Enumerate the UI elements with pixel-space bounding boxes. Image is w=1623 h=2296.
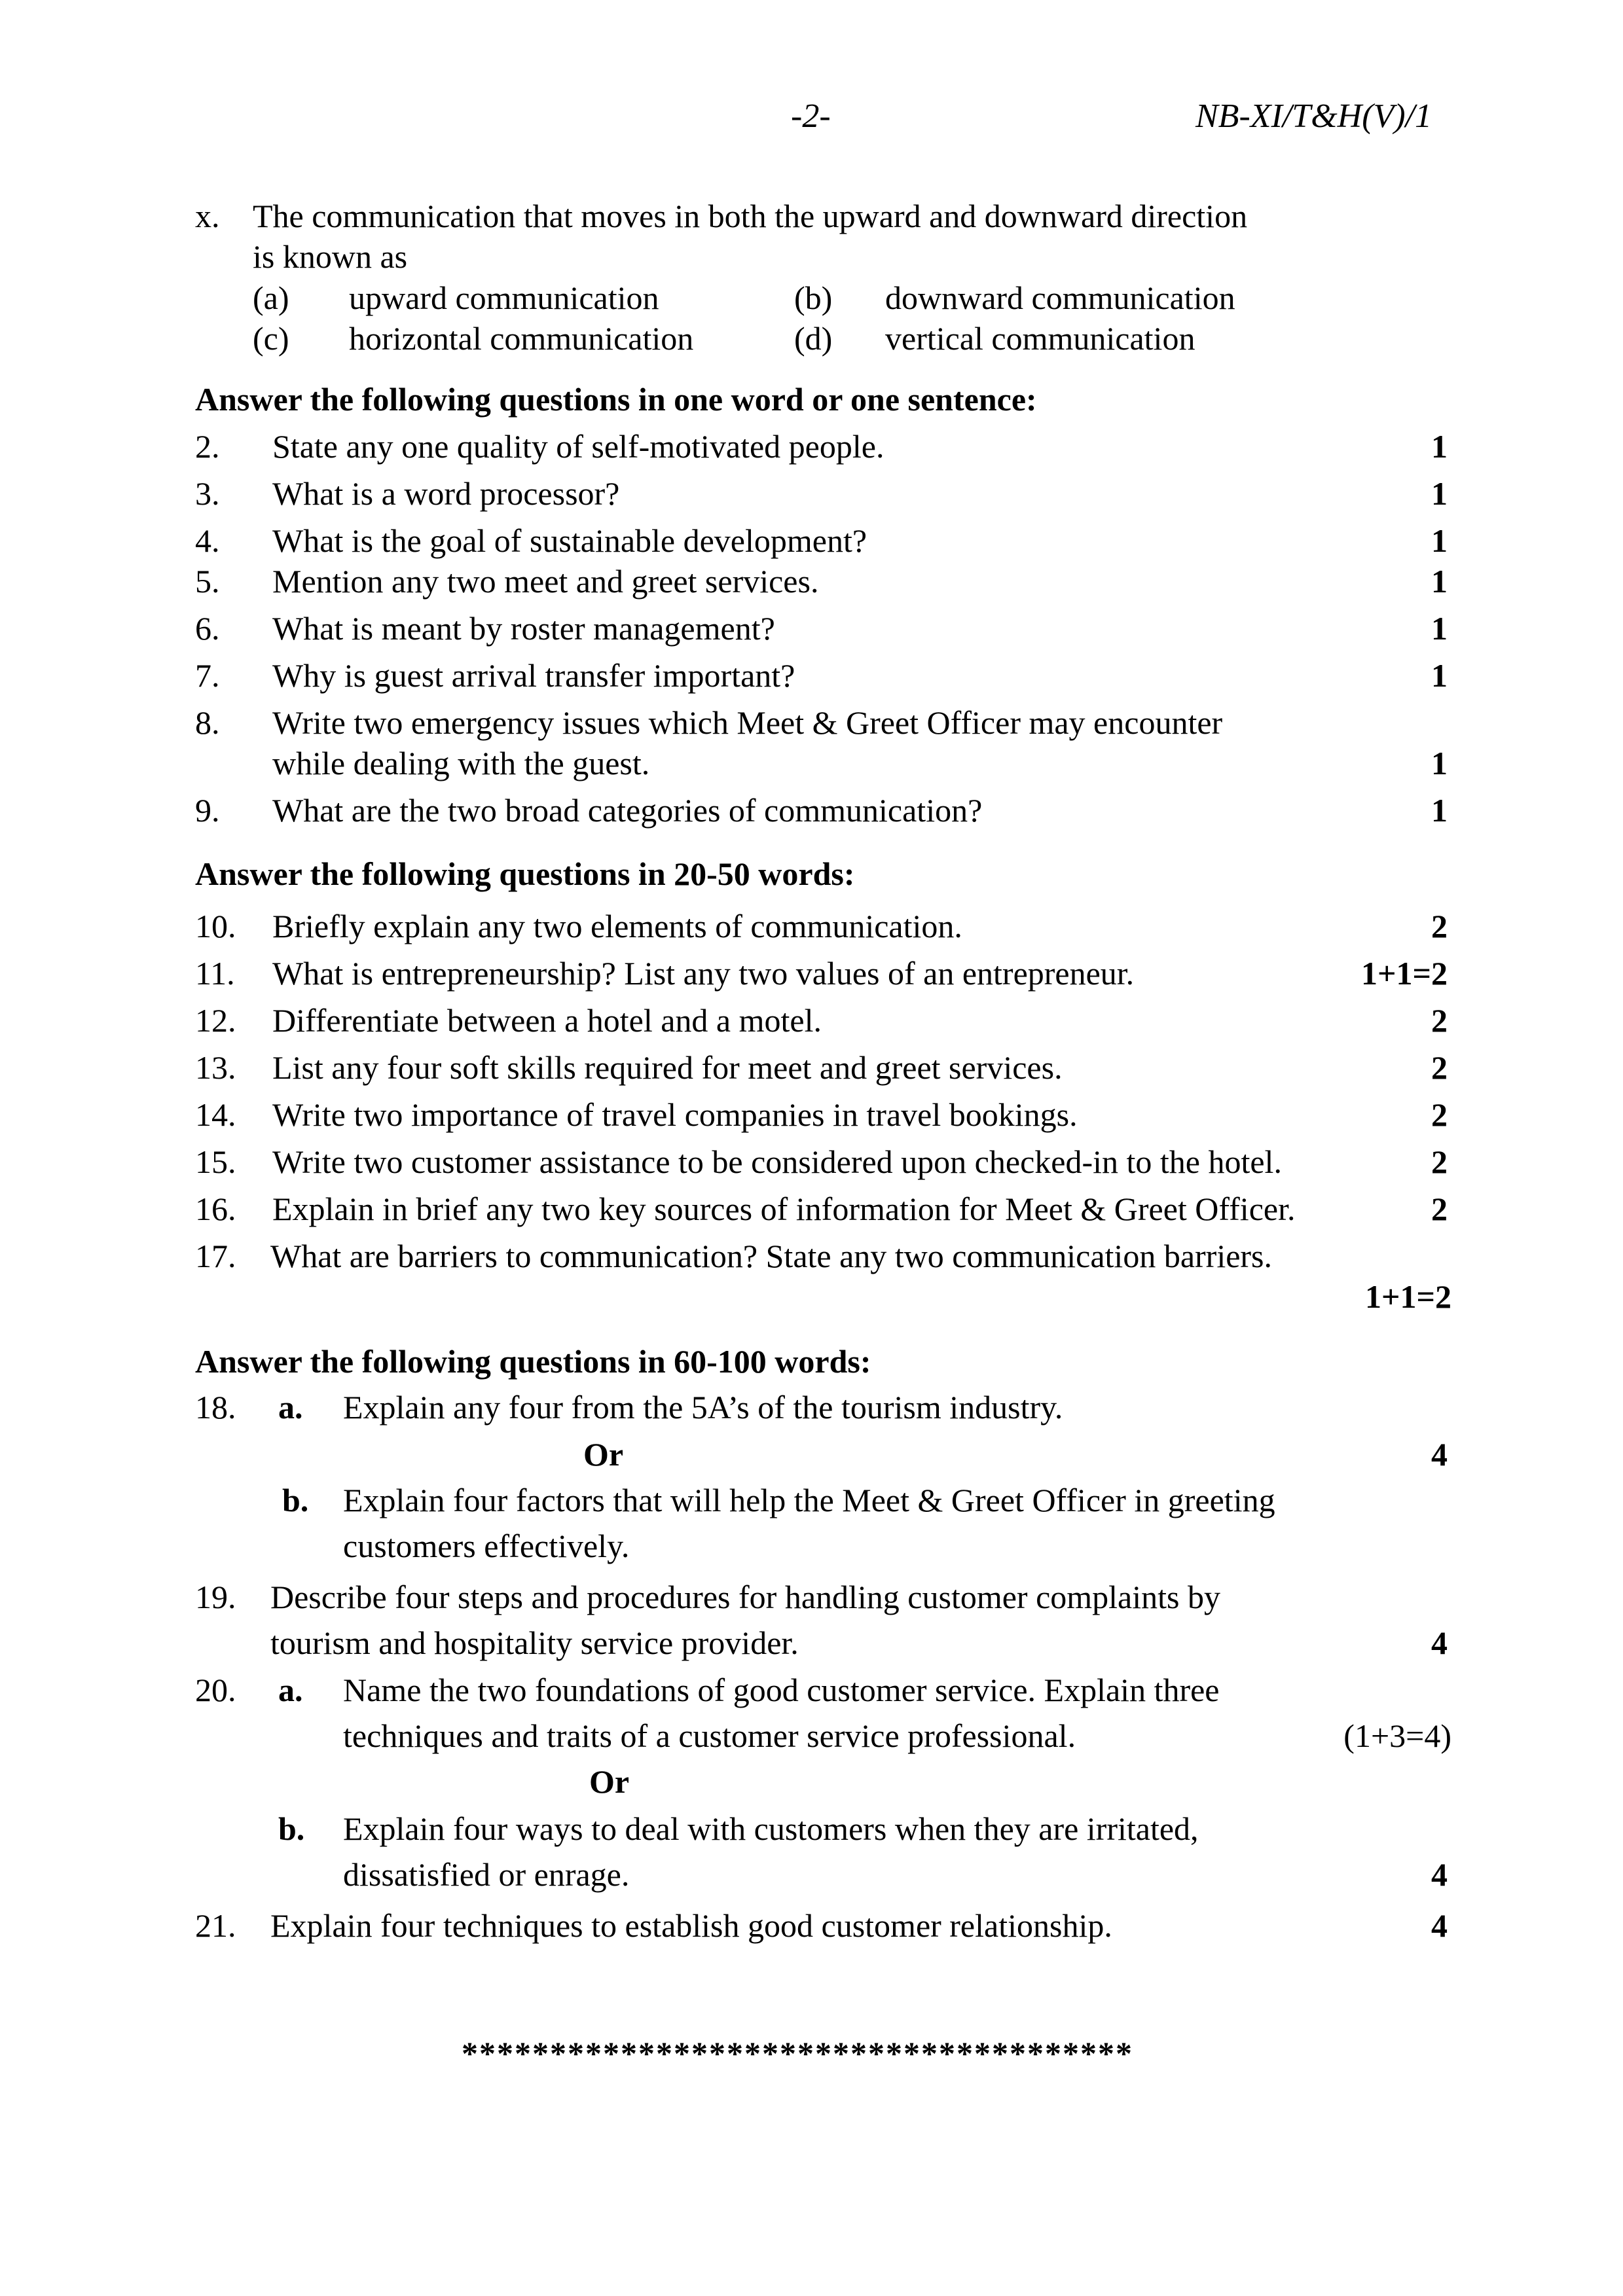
question-number: 5. (195, 563, 220, 600)
option-label-b: (b) (794, 279, 833, 316)
question-number: 13. (195, 1049, 236, 1086)
question-number: 18. (195, 1389, 236, 1426)
question-text: What is a word processor? (272, 475, 620, 512)
question-text: Write two importance of travel companies in travel bookings. (272, 1096, 1078, 1133)
question-marks: 4 (1431, 1907, 1448, 1944)
question-number: 14. (195, 1096, 236, 1133)
question-marks: 1 (1431, 428, 1448, 465)
question-number: 9. (195, 792, 220, 829)
question-number: 10. (195, 908, 236, 944)
question-text: What are the two broad categories of communication? (272, 792, 983, 829)
question-number: 3. (195, 475, 220, 512)
question-marks: 1 (1431, 657, 1448, 694)
option-text-a: upward communication (349, 279, 659, 316)
option-text-b-continued: customers effectively. (343, 1528, 630, 1564)
question-marks: 4 (1431, 1436, 1448, 1473)
question-number: x. (195, 198, 220, 234)
option-b-marks: 4 (1431, 1856, 1448, 1893)
question-number: 8. (195, 704, 220, 741)
option-text-b-continued: dissatisfied or enrage. (343, 1856, 630, 1893)
section-heading-one-word: Answer the following questions in one word or one sentence: (195, 381, 1037, 418)
question-marks: 2 (1431, 1143, 1448, 1180)
option-label-b: b. (282, 1482, 309, 1518)
question-text: Write two emergency issues which Meet & Greet Officer may encounter (272, 704, 1223, 741)
option-text-d: vertical communication (885, 320, 1195, 357)
question-number: 4. (195, 522, 220, 559)
question-number: 19. (195, 1579, 236, 1615)
page-number: -2- (791, 98, 831, 135)
question-number: 15. (195, 1143, 236, 1180)
question-number: 6. (195, 610, 220, 647)
or-separator: Or (589, 1763, 630, 1800)
question-number: 20. (195, 1672, 236, 1708)
or-separator: Or (583, 1436, 624, 1473)
section-heading-60-100-words: Answer the following questions in 60-100 words: (195, 1343, 871, 1380)
question-text: What are barriers to communication? State any two communication barriers. (270, 1238, 1273, 1274)
question-text: Briefly explain any two elements of communication. (272, 908, 962, 944)
option-label-c: (c) (253, 320, 289, 357)
option-label-d: (d) (794, 320, 833, 357)
question-text: Why is guest arrival transfer important? (272, 657, 795, 694)
option-text-a: Name the two foundations of good customer service. Explain three (343, 1672, 1220, 1708)
question-marks: 1 (1431, 792, 1448, 829)
question-text: Mention any two meet and greet services. (272, 563, 819, 600)
option-text-a: Explain any four from the 5A’s of the tourism industry. (343, 1389, 1063, 1426)
question-text: The communication that moves in both the upward and downward direction (253, 198, 1248, 234)
question-number: 7. (195, 657, 220, 694)
option-text-b: Explain four ways to deal with customers when they are irritated, (343, 1810, 1199, 1847)
option-text-b: Explain four factors that will help the Meet & Greet Officer in greeting (343, 1482, 1275, 1518)
question-marks: 1+1=2 (1361, 955, 1448, 992)
option-label-a: a. (278, 1672, 303, 1708)
question-text: State any one quality of self-motivated people. (272, 428, 884, 465)
question-text-continued: is known as (253, 238, 408, 275)
option-a-marks: (1+3=4) (1343, 1717, 1451, 1754)
question-text: What is meant by roster management? (272, 610, 775, 647)
option-text-c: horizontal communication (349, 320, 694, 357)
question-text: What is the goal of sustainable development? (272, 522, 867, 559)
question-marks: 2 (1431, 1191, 1448, 1227)
end-of-paper-marker: ************************************** (462, 2035, 1133, 2072)
question-marks: 1+1=2 (1365, 1278, 1451, 1315)
question-text: What is entrepreneurship? List any two values of an entrepreneur. (272, 955, 1135, 992)
section-heading-20-50-words: Answer the following questions in 20-50 words: (195, 855, 855, 892)
question-text: Explain four techniques to establish good customer relationship. (270, 1907, 1112, 1944)
question-marks: 2 (1431, 1049, 1448, 1086)
option-label-b: b. (278, 1810, 305, 1847)
option-text-b: downward communication (885, 279, 1235, 316)
question-number: 2. (195, 428, 220, 465)
question-text-continued: while dealing with the guest. (272, 745, 650, 781)
question-number: 12. (195, 1002, 236, 1039)
question-text: Describe four steps and procedures for handling customer complaints by (270, 1579, 1220, 1615)
question-text-continued: tourism and hospitality service provider. (270, 1624, 799, 1661)
question-marks: 1 (1431, 522, 1448, 559)
question-marks: 2 (1431, 908, 1448, 944)
option-label-a: a. (278, 1389, 303, 1426)
question-marks: 4 (1431, 1624, 1448, 1661)
question-marks: 2 (1431, 1096, 1448, 1133)
question-text: Write two customer assistance to be considered upon checked-in to the hotel. (272, 1143, 1282, 1180)
question-text: Explain in brief any two key sources of information for Meet & Greet Officer. (272, 1191, 1296, 1227)
question-marks: 1 (1431, 563, 1448, 600)
question-marks: 2 (1431, 1002, 1448, 1039)
question-marks: 1 (1431, 610, 1448, 647)
question-text: List any four soft skills required for meet and greet services. (272, 1049, 1063, 1086)
question-number: 16. (195, 1191, 236, 1227)
question-marks: 1 (1431, 745, 1448, 781)
question-text: Differentiate between a hotel and a motel. (272, 1002, 822, 1039)
question-number: 17. (195, 1238, 236, 1274)
question-marks: 1 (1431, 475, 1448, 512)
question-number: 11. (195, 955, 235, 992)
question-number: 21. (195, 1907, 236, 1944)
paper-code: NB-XI/T&H(V)/1 (1195, 98, 1432, 135)
option-label-a: (a) (253, 279, 289, 316)
option-text-a-continued: techniques and traits of a customer service professional. (343, 1717, 1076, 1754)
